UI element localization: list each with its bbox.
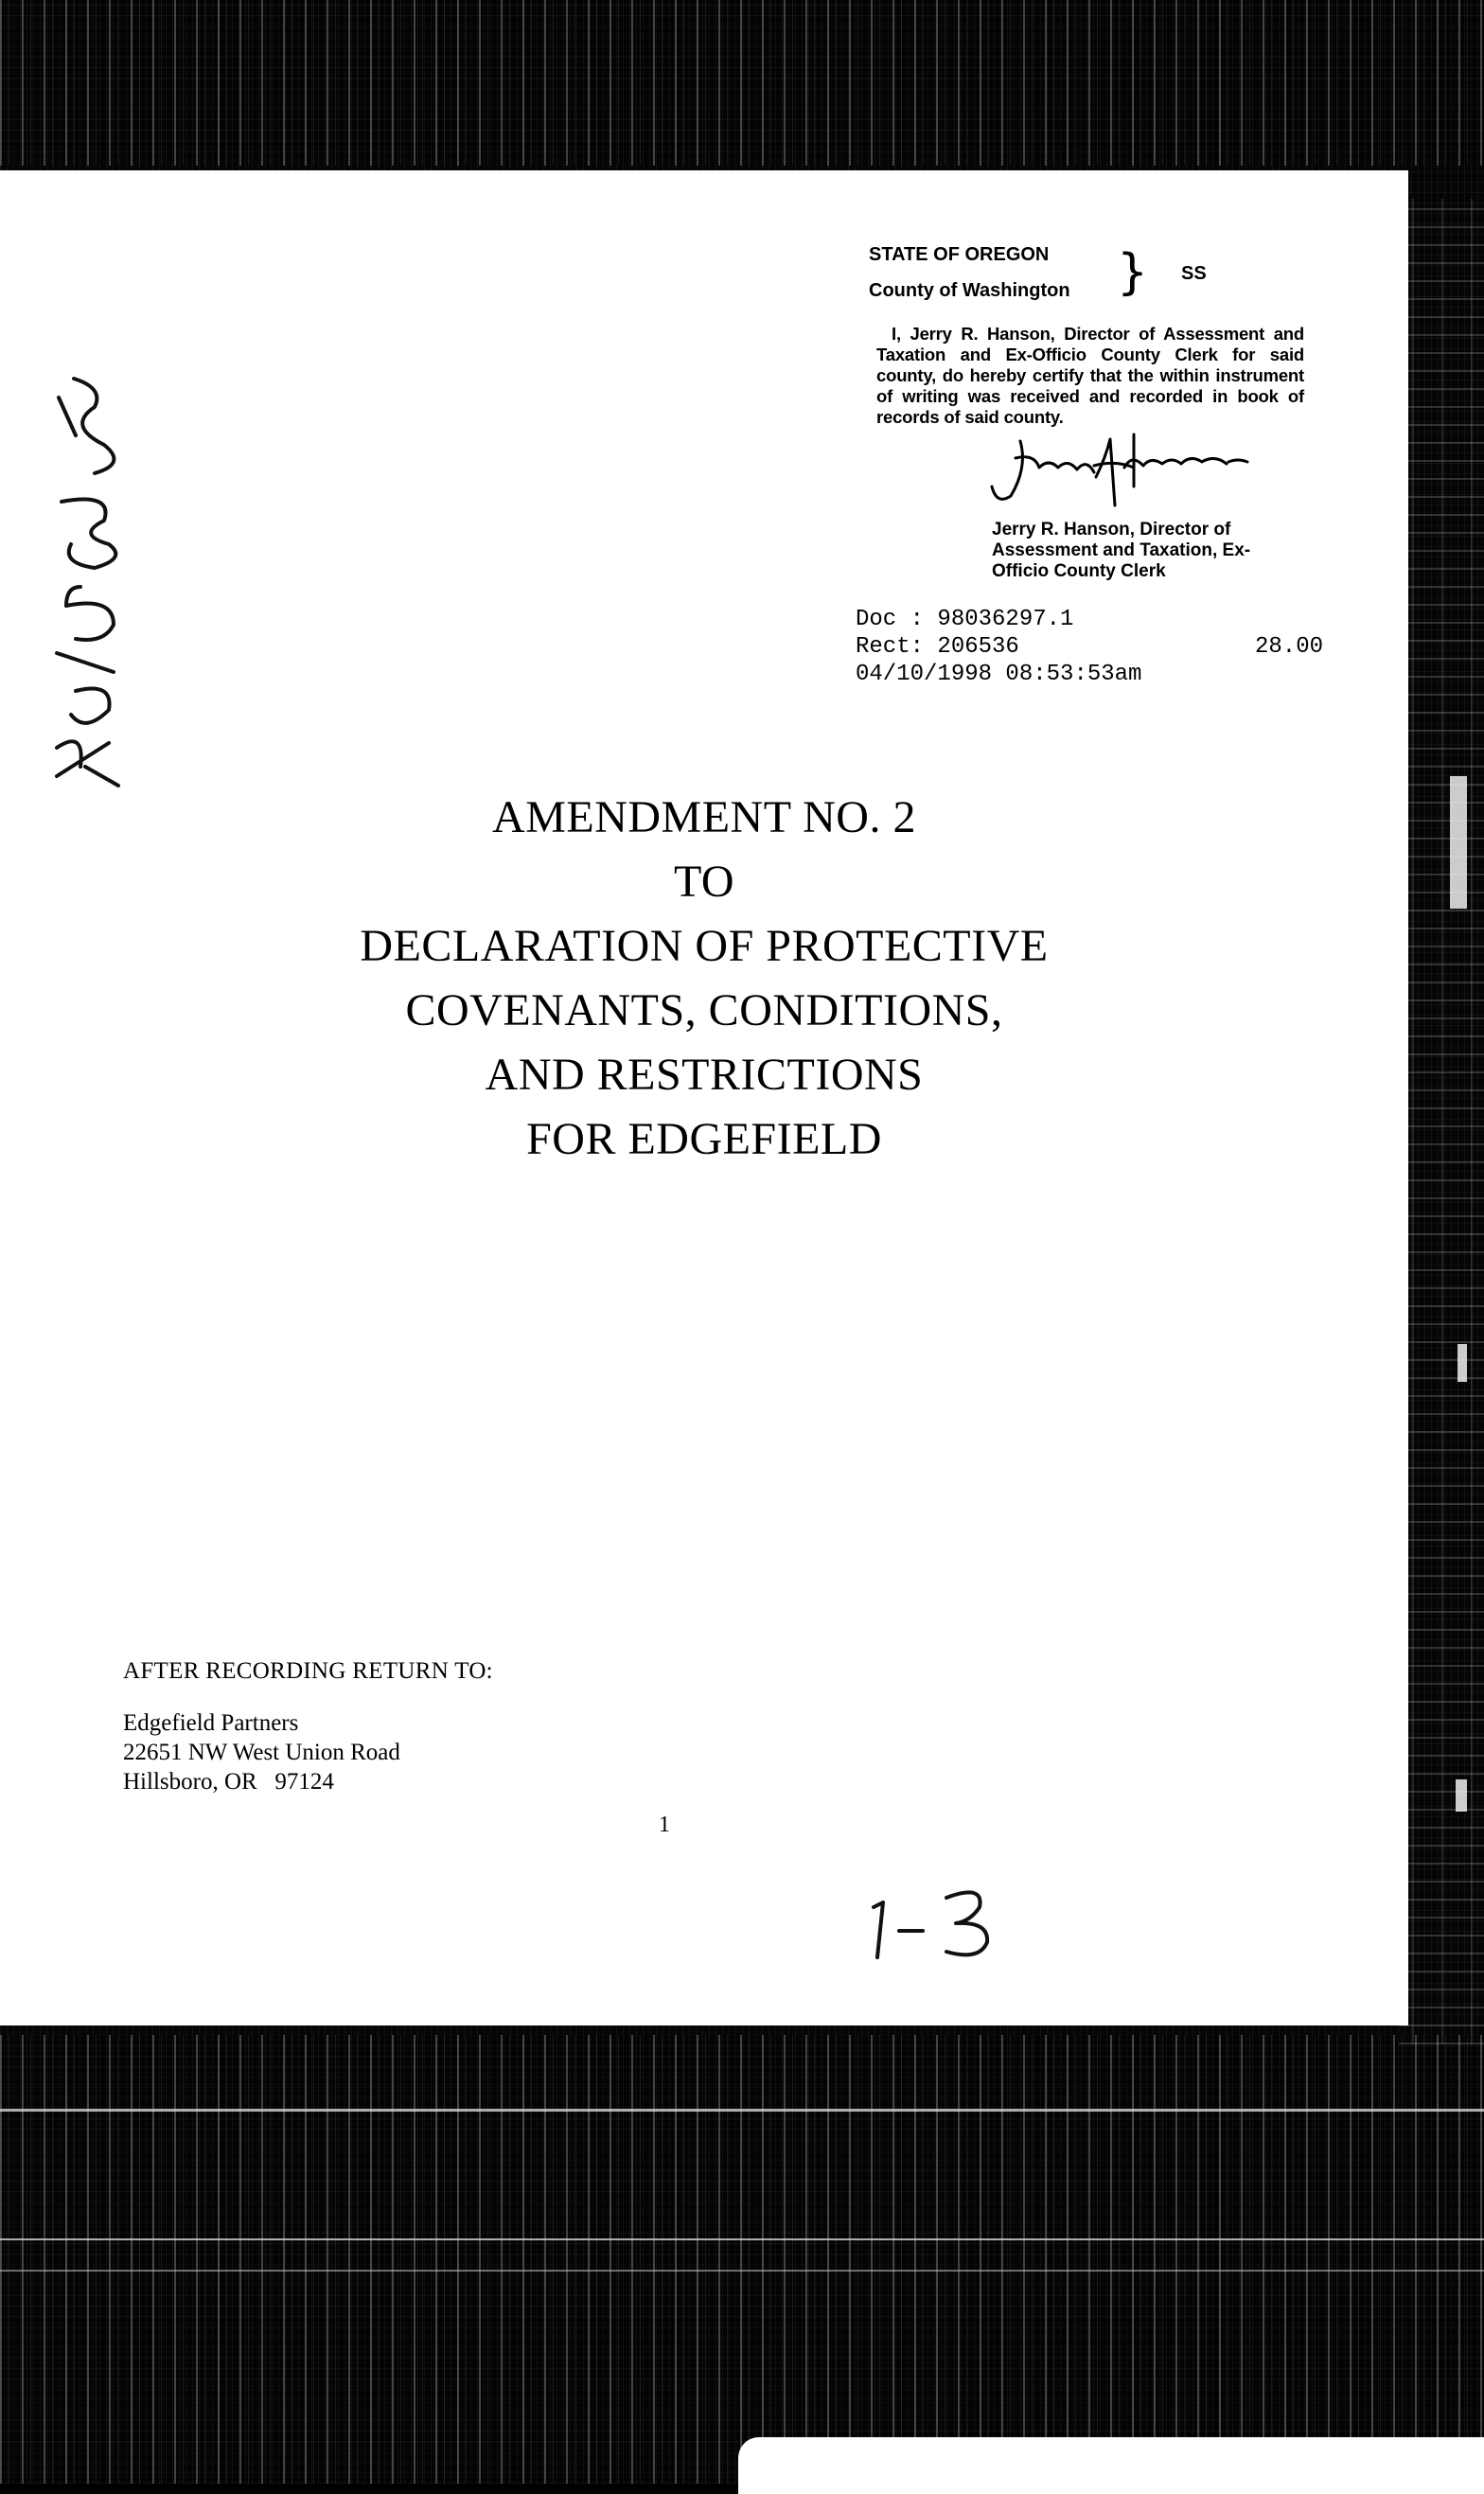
document-page xyxy=(0,170,1408,2025)
certificate-brace: } xyxy=(1117,244,1149,301)
scan-line xyxy=(0,2270,1484,2272)
scan-line xyxy=(0,2109,1484,2112)
scan-noise-top xyxy=(0,0,1484,166)
return-line: 22651 NW West Union Road xyxy=(123,1740,400,1765)
county-certificate xyxy=(869,237,1304,582)
certificate-county: County of Washington xyxy=(869,280,1070,301)
certificate-ss: SS xyxy=(1181,263,1207,284)
recording-timestamp: 04/10/1998 08:53:53am xyxy=(856,662,1142,687)
page-number: 1 xyxy=(659,1813,670,1837)
certificate-signer: Jerry R. Hanson, Director of Assessment and Taxation, Ex-Officio County Clerk xyxy=(992,520,1251,581)
handwritten-margin-note xyxy=(38,369,142,842)
document-title xyxy=(0,786,1408,1172)
recording-rect: Rect: 206536 xyxy=(856,634,1019,660)
scan-mark xyxy=(1450,776,1467,909)
title-line: FOR EDGEFIELD xyxy=(526,1114,882,1164)
scan-line xyxy=(0,2238,1484,2240)
return-address xyxy=(123,1656,493,1796)
recording-doc: Doc : 98036297.1 xyxy=(856,607,1074,632)
return-line: Hillsboro, OR 97124 xyxy=(123,1769,334,1795)
signature xyxy=(869,430,1304,520)
title-line: COVENANTS, CONDITIONS, xyxy=(405,985,1003,1035)
title-line: DECLARATION OF PROTECTIVE xyxy=(360,921,1049,971)
signature-image xyxy=(982,430,1266,520)
certificate-state: STATE OF OREGON xyxy=(869,244,1050,265)
scan-noise-bottom xyxy=(0,2035,1484,2484)
title-line: TO xyxy=(673,857,735,907)
scan-mark xyxy=(1458,1344,1467,1382)
title-line: AND RESTRICTIONS xyxy=(485,1050,924,1100)
recording-fee: 28.00 xyxy=(1254,634,1323,660)
return-heading: AFTER RECORDING RETURN TO: xyxy=(123,1658,493,1684)
return-line: Edgefield Partners xyxy=(123,1710,299,1736)
handwritten-page-range xyxy=(857,1874,1027,1969)
title-line: AMENDMENT NO. 2 xyxy=(492,792,916,842)
scan-noise-right xyxy=(1399,199,1484,2044)
recording-stamp xyxy=(856,606,1329,688)
page-corner xyxy=(738,2437,1484,2494)
certificate-text: I, Jerry R. Hanson, Director of Assessment and Taxation and Ex-Officio County Clerk for said county, do hereby certify that the within instrument of writing was received and recorded in book of records of said county. xyxy=(876,324,1304,427)
scan-mark xyxy=(1456,1779,1467,1812)
